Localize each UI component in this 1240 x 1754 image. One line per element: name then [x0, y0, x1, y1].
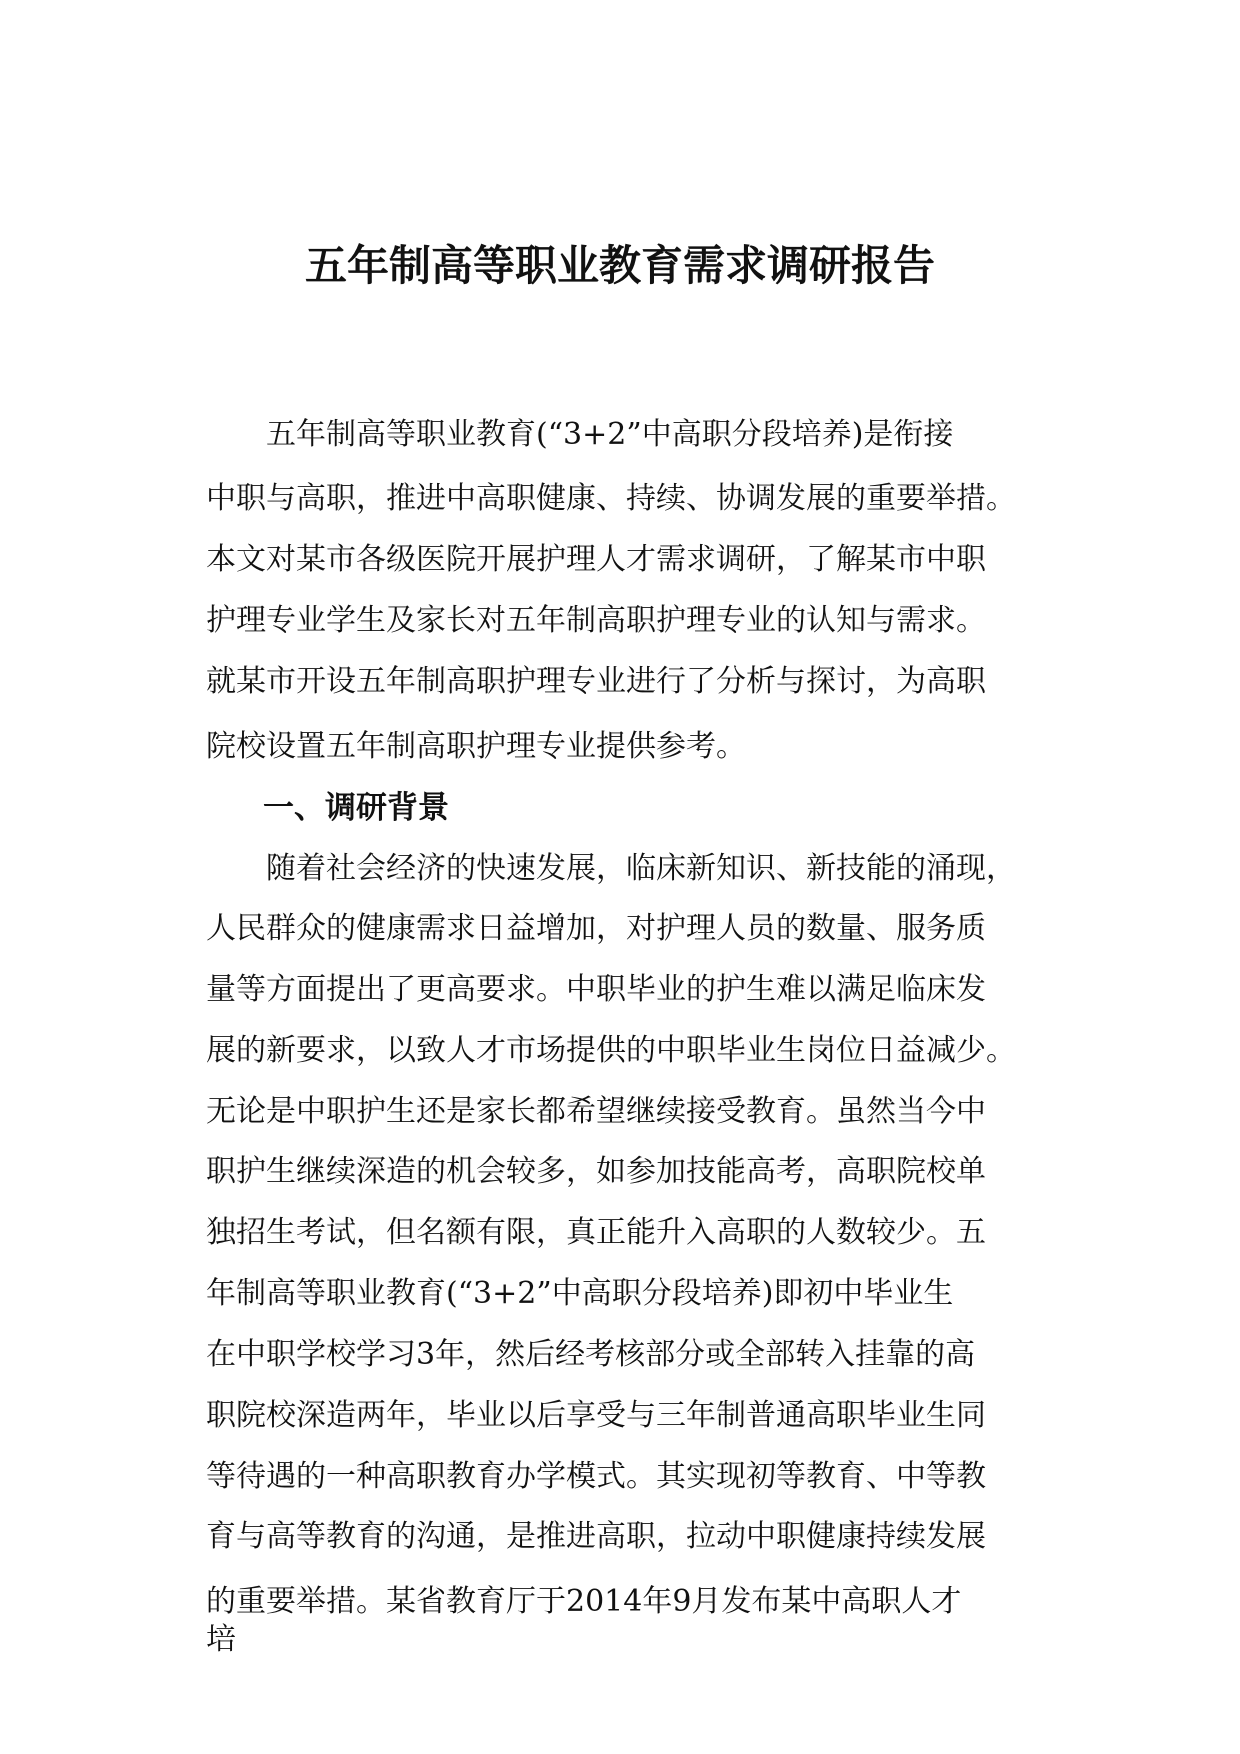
- section-line: 职护生继续深造的机会较多，如参加技能高考，高职院校单: [206, 1154, 986, 1189]
- section-line: 独招生考试，但名额有限，真正能升入高职的人数较少。五: [206, 1215, 986, 1250]
- section-line: 的重要举措。某省教育厅于2014年9月发布某中高职人才: [206, 1584, 962, 1619]
- section-line: 职院校深造两年，毕业以后享受与三年制普通高职毕业生同: [206, 1398, 986, 1433]
- section-line: 培: [206, 1622, 236, 1657]
- section-heading: 一、调研背景: [263, 790, 449, 826]
- intro-line: 院校设置五年制高职护理专业提供参考。: [206, 729, 746, 764]
- section-line: 等待遇的一种高职教育办学模式。其实现初等教育、中等教: [206, 1459, 986, 1494]
- intro-line: 中职与高职，推进中高职健康、持续、协调发展的重要举措。: [206, 481, 1016, 516]
- section-line: 展的新要求，以致人才市场提供的中职毕业生岗位日益减少。: [206, 1033, 1016, 1068]
- section-line: 人民群众的健康需求日益增加，对护理人员的数量、服务质: [206, 911, 986, 946]
- section-line: 量等方面提出了更高要求。中职毕业的护生难以满足临床发: [206, 972, 986, 1007]
- section-line: 无论是中职护生还是家长都希望继续接受教育。虽然当今中: [206, 1094, 986, 1129]
- section-line: 育与高等教育的沟通，是推进高职，拉动中职健康持续发展: [206, 1519, 986, 1554]
- intro-line: 五年制高等职业教育(“3+2”中高职分段培养)是衔接: [266, 417, 954, 452]
- intro-line: 本文对某市各级医院开展护理人才需求调研，了解某市中职: [206, 542, 986, 577]
- intro-line: 护理专业学生及家长对五年制高职护理专业的认知与需求。: [206, 603, 986, 638]
- section-line: 随着社会经济的快速发展，临床新知识、新技能的涌现，: [266, 851, 1016, 886]
- intro-line: 就某市开设五年制高职护理专业进行了分析与探讨，为高职: [206, 664, 986, 699]
- document-title: 五年制高等职业教育需求调研报告: [304, 241, 935, 290]
- section-line: 在中职学校学习3年，然后经考核部分或全部转入挂靠的高: [206, 1337, 976, 1372]
- section-line: 年制高等职业教育(“3+2”中高职分段培养)即初中毕业生: [206, 1276, 954, 1311]
